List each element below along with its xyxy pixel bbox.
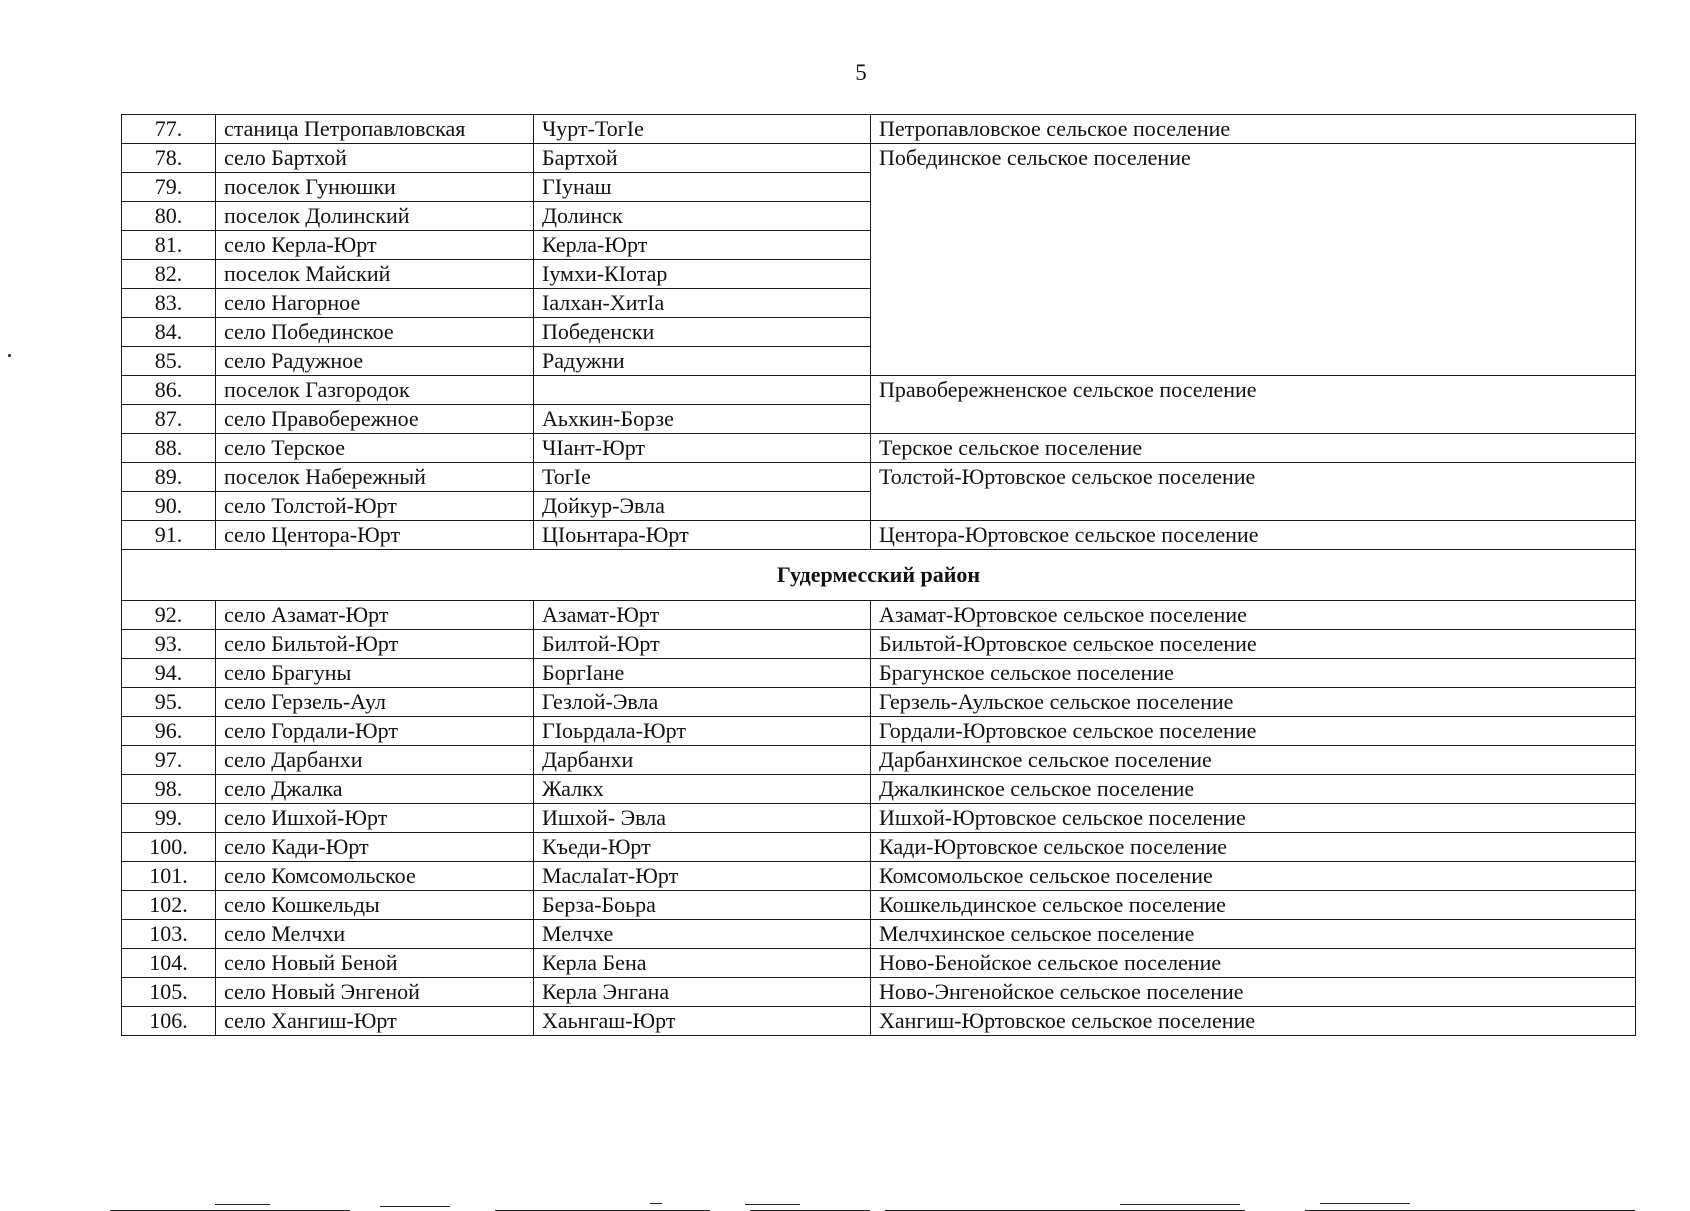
signature-line [745,1204,800,1205]
settlement-name: село Гордали-Юрт [216,717,534,746]
chechen-name: Дойкур-Эвла [534,492,871,521]
municipality-name: Побединское сельское поселение [871,144,1636,376]
settlement-name: село Центора-Юрт [216,521,534,550]
municipality-name: Ишхой-Юртовское сельское поселение [871,804,1636,833]
signature-line [1120,1204,1240,1205]
page-number: 5 [855,60,867,85]
table-row [122,775,1636,804]
municipality-name: Бильтой-Юртовское сельское поселение [871,630,1636,659]
table-row [122,717,1636,746]
settlement-name: село Толстой-Юрт [216,492,534,521]
table-row [122,804,1636,833]
chechen-name: ГIунаш [534,173,871,202]
row-number: 98. [122,775,216,804]
chechen-name: Аьхкин-Борзе [534,405,871,434]
chechen-name: ЧIант-Юрт [534,434,871,463]
table-row [122,376,1636,405]
municipality-name: Джалкинское сельское поселение [871,775,1636,804]
chechen-name: БоргIане [534,659,871,688]
chechen-name: ТогIе [534,463,871,492]
municipality-name: Толстой-Юртовское сельское поселение [871,463,1636,521]
chechen-name: Дарбанхи [534,746,871,775]
settlement-name: село Мелчхи [216,920,534,949]
settlement-name: село Брагуны [216,659,534,688]
chechen-name: Iумхи-КIотар [534,260,871,289]
chechen-name: Берза-Боьра [534,891,871,920]
municipality-name: Ново-Энгенойское сельское поселение [871,978,1636,1007]
municipality-name: Брагунское сельское поселение [871,659,1636,688]
row-number: 82. [122,260,216,289]
row-number: 101. [122,862,216,891]
row-number: 85. [122,347,216,376]
table-row [122,688,1636,717]
row-number: 92. [122,601,216,630]
chechen-name: ЦIоьнтара-Юрт [534,521,871,550]
row-number: 95. [122,688,216,717]
row-number: 86. [122,376,216,405]
settlement-name: село Кошкельды [216,891,534,920]
settlement-name: поселок Газгородок [216,376,534,405]
settlement-name: село Радужное [216,347,534,376]
row-number: 99. [122,804,216,833]
chechen-name: Керла-Юрт [534,231,871,260]
municipality-name: Центора-Юртовское сельское поселение [871,521,1636,550]
settlement-name: станица Петропавловская [216,115,534,144]
table-row [122,659,1636,688]
table-row [122,920,1636,949]
table-row [122,746,1636,775]
table-row [122,949,1636,978]
chechen-name: Победенски [534,318,871,347]
row-number: 102. [122,891,216,920]
row-number: 88. [122,434,216,463]
table-row [122,144,1636,173]
table-row [122,862,1636,891]
row-number: 90. [122,492,216,521]
settlement-name: село Герзель-Аул [216,688,534,717]
table-row [122,463,1636,492]
municipality-name: Гордали-Юртовское сельское поселение [871,717,1636,746]
row-number: 103. [122,920,216,949]
municipality-name: Ново-Бенойское сельское поселение [871,949,1636,978]
municipality-name: Петропавловское сельское поселение [871,115,1636,144]
settlement-name: село Правобережное [216,405,534,434]
row-number: 94. [122,659,216,688]
signature-line [380,1206,450,1207]
table-row [122,978,1636,1007]
settlement-name: село Терское [216,434,534,463]
section-title: Гудермесский район [122,550,1636,601]
table-row [122,833,1636,862]
settlement-name: поселок Майский [216,260,534,289]
settlements-table [121,114,1636,1036]
section-heading-row [122,550,1636,601]
table-row [122,630,1636,659]
table-row [122,1007,1636,1036]
chechen-name: Жалкх [534,775,871,804]
row-number: 100. [122,833,216,862]
row-number: 89. [122,463,216,492]
chechen-name: Чурт-ТогIе [534,115,871,144]
row-number: 87. [122,405,216,434]
municipality-name: Мелчхинское сельское поселение [871,920,1636,949]
row-number: 81. [122,231,216,260]
table-row [122,891,1636,920]
settlement-name: село Джалка [216,775,534,804]
signature-line [650,1203,662,1204]
settlement-name: село Керла-Юрт [216,231,534,260]
row-number: 105. [122,978,216,1007]
settlement-name: поселок Набережный [216,463,534,492]
row-number: 77. [122,115,216,144]
row-number: 93. [122,630,216,659]
signature-line [215,1204,270,1205]
table-row [122,434,1636,463]
row-number: 97. [122,746,216,775]
municipality-name: Герзель-Аульское сельское поселение [871,688,1636,717]
chechen-name: МаслаIат-Юрт [534,862,871,891]
settlement-name: село Кади-Юрт [216,833,534,862]
row-number: 84. [122,318,216,347]
row-number: 106. [122,1007,216,1036]
row-number: 83. [122,289,216,318]
municipality-name: Правобережненское сельское поселение [871,376,1636,434]
chechen-name: Iалхан-ХитIа [534,289,871,318]
table-row [122,115,1636,144]
settlement-name: село Бартхой [216,144,534,173]
chechen-name: Азамат-Юрт [534,601,871,630]
chechen-name: Керла Энгана [534,978,871,1007]
chechen-name: Къеди-Юрт [534,833,871,862]
scan-speck [8,354,11,357]
row-number: 91. [122,521,216,550]
chechen-name: Ишхой- Эвла [534,804,871,833]
municipality-name: Кошкельдинское сельское поселение [871,891,1636,920]
chechen-name: Керла Бена [534,949,871,978]
settlement-name: поселок Гунюшки [216,173,534,202]
table-row [122,521,1636,550]
settlement-name: село Хангиш-Юрт [216,1007,534,1036]
chechen-name: Бартхой [534,144,871,173]
settlement-name: поселок Долинский [216,202,534,231]
table-row [122,601,1636,630]
settlement-name: село Нагорное [216,289,534,318]
row-number: 79. [122,173,216,202]
chechen-name: Хаьнгаш-Юрт [534,1007,871,1036]
row-number: 78. [122,144,216,173]
chechen-name: Мелчхе [534,920,871,949]
chechen-name: Долинск [534,202,871,231]
settlement-name: село Ишхой-Юрт [216,804,534,833]
settlement-name: село Новый Беной [216,949,534,978]
settlement-name: село Комсомольское [216,862,534,891]
municipality-name: Кади-Юртовское сельское поселение [871,833,1636,862]
chechen-name: Билтой-Юрт [534,630,871,659]
settlement-name: село Побединское [216,318,534,347]
chechen-name: Гезлой-Эвла [534,688,871,717]
settlement-name: село Дарбанхи [216,746,534,775]
settlement-name: село Новый Энгеной [216,978,534,1007]
signature-line [1320,1203,1410,1204]
row-number: 96. [122,717,216,746]
settlement-name: село Азамат-Юрт [216,601,534,630]
municipality-name: Азамат-Юртовское сельское поселение [871,601,1636,630]
municipality-name: Хангиш-Юртовское сельское поселение [871,1007,1636,1036]
row-number: 80. [122,202,216,231]
municipality-name: Дарбанхинское сельское поселение [871,746,1636,775]
chechen-name: Радужни [534,347,871,376]
municipality-name: Комсомольское сельское поселение [871,862,1636,891]
chechen-name: ГIоьрдала-Юрт [534,717,871,746]
chechen-name [534,376,871,405]
settlement-name: село Бильтой-Юрт [216,630,534,659]
municipality-name: Терское сельское поселение [871,434,1636,463]
row-number: 104. [122,949,216,978]
